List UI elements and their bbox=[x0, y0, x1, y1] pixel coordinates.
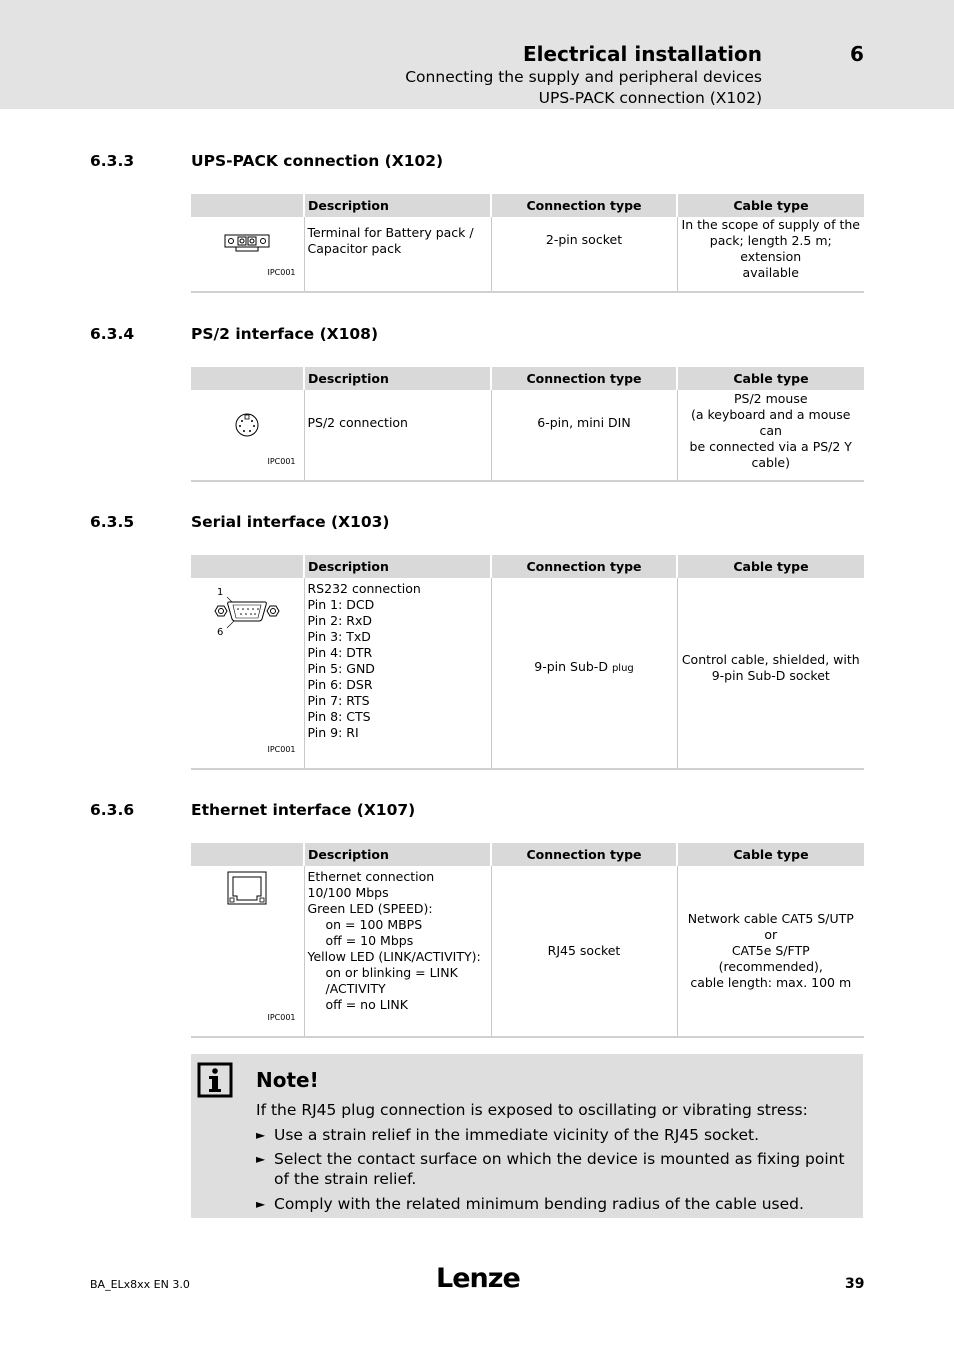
bullet-arrow-icon: ► bbox=[256, 1197, 266, 1211]
lenze-logo: Lenze bbox=[436, 1263, 520, 1294]
note-intro: If the RJ45 plug connection is exposed to oscillating or vibrating stress: bbox=[256, 1101, 808, 1119]
header-connection-type: Connection type bbox=[491, 555, 677, 578]
description-line: off = 10 Mbps bbox=[325, 933, 414, 948]
chapter-title: Electrical installation bbox=[522, 42, 762, 66]
cable-line: In the scope of supply of the bbox=[681, 217, 860, 232]
description-line: Pin 6: DSR bbox=[307, 677, 373, 692]
cable-line: Network cable CAT5 S/UTP or bbox=[687, 911, 854, 942]
ups-pack-terminal-icon bbox=[224, 233, 270, 253]
section-number: 6.3.4 bbox=[90, 325, 135, 343]
section-number: 6.3.5 bbox=[90, 513, 135, 531]
connection-type-cell bbox=[491, 578, 677, 769]
serial-table bbox=[191, 555, 864, 770]
sub-d-9-pin-icon bbox=[207, 583, 287, 638]
description-line: Pin 7: RTS bbox=[307, 693, 370, 708]
description-line: Yellow LED (LINK/ACTIVITY): bbox=[307, 949, 481, 964]
cable-line: cable) bbox=[751, 455, 790, 470]
cable-line: cable length: max. 100 m bbox=[690, 975, 852, 990]
chapter-subtitle-2: UPS-PACK connection (X102) bbox=[538, 89, 762, 107]
page-header bbox=[0, 0, 954, 109]
connection-type: 2-pin socket bbox=[491, 217, 677, 292]
header-description: Description bbox=[304, 843, 491, 866]
header-icon-cell bbox=[191, 555, 304, 578]
section-number: 6.3.3 bbox=[90, 152, 135, 170]
description-line: RS232 connection bbox=[307, 581, 421, 596]
note-bullet bbox=[256, 1125, 856, 1145]
icon-cell bbox=[191, 217, 304, 292]
header-icon-cell bbox=[191, 843, 304, 866]
bullet-text: Comply with the related minimum bending radius of the cable used. bbox=[274, 1195, 804, 1213]
ps2-mini-din-icon bbox=[234, 412, 260, 438]
description-line: 10/100 Mbps bbox=[307, 885, 389, 900]
bullet-arrow-icon: ► bbox=[256, 1152, 266, 1166]
description-line: Pin 1: DCD bbox=[307, 597, 375, 612]
cable-line: pack; length 2.5 m; extension bbox=[709, 233, 832, 264]
ethernet-table bbox=[191, 843, 864, 1038]
cable-line: 9-pin Sub-D socket bbox=[711, 668, 830, 683]
chapter-number: 6 bbox=[850, 42, 864, 66]
section-title: Serial interface (X103) bbox=[191, 513, 390, 531]
connection-type: 9-pin Sub-D bbox=[534, 659, 608, 674]
figure-id: IPC001 bbox=[267, 1013, 296, 1022]
description-line: Terminal for Battery pack / bbox=[307, 225, 474, 240]
section-title: UPS-PACK connection (X102) bbox=[191, 152, 444, 170]
header-cable-type: Cable type bbox=[677, 367, 864, 390]
cable-line: available bbox=[742, 265, 799, 280]
note-bullet bbox=[256, 1194, 856, 1214]
description-line: Ethernet connection bbox=[307, 869, 435, 884]
description-line: Green LED (SPEED): bbox=[307, 901, 433, 916]
icon-cell bbox=[191, 390, 304, 481]
header-description: Description bbox=[304, 367, 491, 390]
ps2-table bbox=[191, 367, 864, 482]
figure-id: IPC001 bbox=[267, 457, 296, 466]
document-id: BA_ELx8xx EN 3.0 bbox=[90, 1278, 190, 1291]
connection-type: 6-pin, mini DIN bbox=[491, 390, 677, 481]
description-line: Pin 5: GND bbox=[307, 661, 375, 676]
header-description: Description bbox=[304, 194, 491, 217]
description-line: Pin 2: RxD bbox=[307, 613, 372, 628]
rj45-socket-icon bbox=[227, 871, 267, 905]
connection-type-suffix: plug bbox=[611, 663, 634, 674]
description-line: /ACTIVITY bbox=[325, 981, 386, 996]
icon-cell bbox=[191, 866, 304, 1037]
figure-id: IPC001 bbox=[267, 745, 296, 754]
bullet-text: Select the contact surface on which the device is mounted as fixing point of the strain relief. bbox=[274, 1150, 845, 1188]
page-number: 39 bbox=[845, 1276, 865, 1292]
note-box bbox=[191, 1054, 863, 1218]
header-connection-type: Connection type bbox=[491, 367, 677, 390]
header-connection-type: Connection type bbox=[491, 194, 677, 217]
header-cable-type: Cable type bbox=[677, 194, 864, 217]
pin-1-label: 1 bbox=[217, 587, 224, 598]
description-line: PS/2 connection bbox=[304, 390, 491, 481]
header-cable-type: Cable type bbox=[677, 555, 864, 578]
pin-6-label: 6 bbox=[217, 627, 224, 638]
description-line: Pin 3: TxD bbox=[307, 629, 371, 644]
section-title: Ethernet interface (X107) bbox=[191, 801, 416, 819]
description-line: on or blinking = LINK bbox=[325, 965, 458, 980]
bullet-arrow-icon: ► bbox=[256, 1128, 266, 1142]
ups-pack-table bbox=[191, 194, 864, 293]
cable-line: CAT5e S/FTP (recommended), bbox=[718, 943, 823, 974]
header-description: Description bbox=[304, 555, 491, 578]
cable-line: (a keyboard and a mouse can bbox=[690, 407, 851, 438]
bullet-text: Use a strain relief in the immediate vicinity of the RJ45 socket. bbox=[274, 1126, 760, 1144]
cable-line: Control cable, shielded, with bbox=[681, 652, 860, 667]
section-number: 6.3.6 bbox=[90, 801, 135, 819]
header-connection-type: Connection type bbox=[491, 843, 677, 866]
note-title: Note! bbox=[256, 1068, 319, 1092]
cable-line: PS/2 mouse bbox=[733, 391, 808, 406]
icon-cell bbox=[191, 578, 304, 769]
description-line: off = no LINK bbox=[325, 997, 408, 1012]
header-icon-cell bbox=[191, 367, 304, 390]
cable-line: be connected via a PS/2 Y bbox=[689, 439, 852, 454]
connection-type: RJ45 socket bbox=[491, 866, 677, 1037]
description-line: on = 100 MBPS bbox=[325, 917, 423, 932]
section-title: PS/2 interface (X108) bbox=[191, 325, 379, 343]
description-line: Pin 9: RI bbox=[307, 725, 359, 740]
description-line: Pin 4: DTR bbox=[307, 645, 373, 660]
info-icon bbox=[197, 1062, 233, 1098]
header-icon-cell bbox=[191, 194, 304, 217]
figure-id: IPC001 bbox=[267, 268, 296, 277]
chapter-subtitle-1: Connecting the supply and peripheral devices bbox=[405, 68, 762, 86]
description-line: Pin 8: CTS bbox=[307, 709, 371, 724]
description-line: Capacitor pack bbox=[307, 241, 402, 256]
note-bullet bbox=[256, 1149, 856, 1189]
header-cable-type: Cable type bbox=[677, 843, 864, 866]
